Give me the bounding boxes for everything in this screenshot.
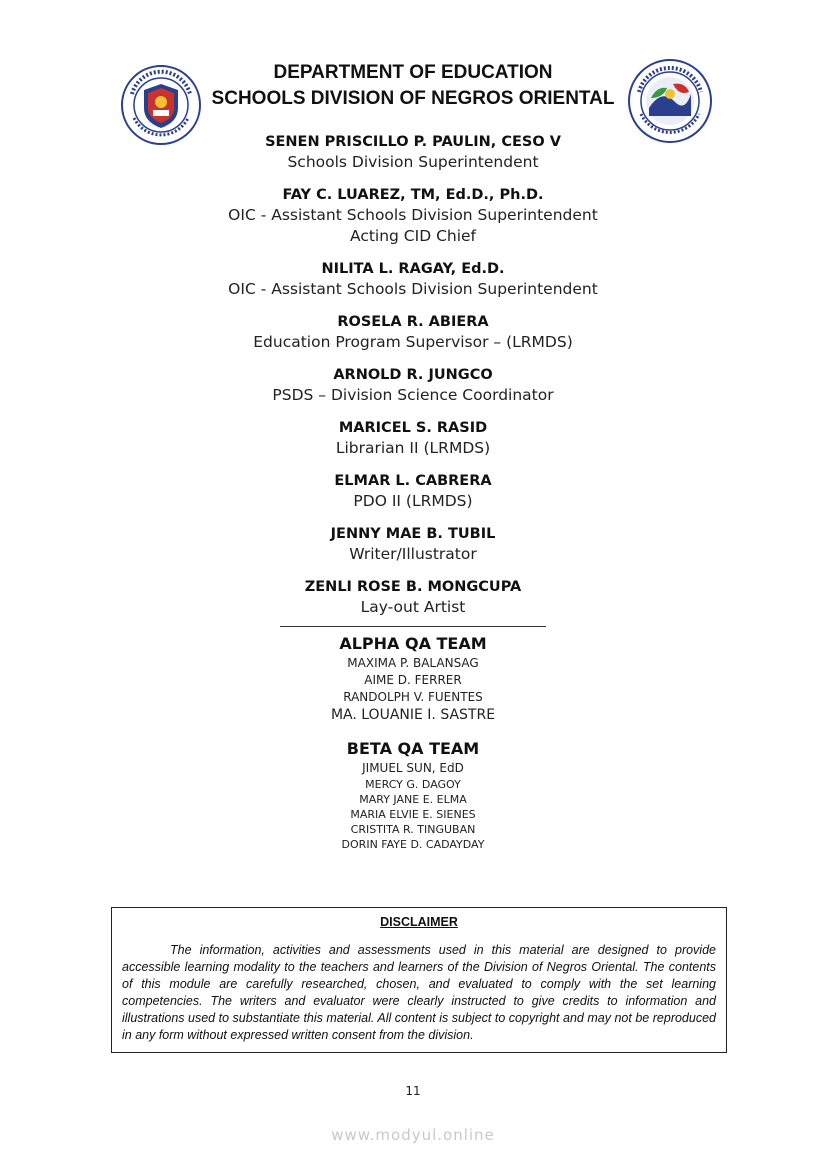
team-member: MARIA ELVIE E. SIENES [350, 808, 476, 821]
person-name: JENNY MAE B. TUBIL [330, 526, 496, 542]
person-role: PDO II (LRMDS) [353, 492, 473, 510]
team-title: BETA QA TEAM [346, 739, 480, 758]
person-entry [0, 577, 826, 618]
person-entry [0, 312, 826, 353]
team-member: MARY JANE E. ELMA [359, 793, 467, 806]
person-role: PSDS – Division Science Coordinator [272, 386, 554, 404]
team-member: MA. LOUANIE I. SASTRE [330, 707, 496, 723]
person-role: Librarian II (LRMDS) [335, 439, 491, 457]
disclaimer-title: DISCLAIMER [380, 915, 458, 929]
personnel-list [0, 132, 826, 866]
person-name: ROSELA R. ABIERA [337, 314, 489, 330]
person-name: MARICEL S. RASID [338, 420, 488, 436]
disclaimer-body: The information, activities and assessments used in this material are designed to provide accessible learning modality to the teachers and learners of the Division of Negros Oriental. The contents of this module are carefully researched, chosen, and evaluated to comply with the set learning competencies. The writers and evaluator were clearly instructed to give credits to information and illustrations used to substantiate this material. All content is subject to copyright and may not be reproduced in any form without expressed written consent from the division. [122, 943, 716, 1042]
person-name: ARNOLD R. JUNGCO [333, 367, 493, 383]
person-role: Lay-out Artist [360, 598, 466, 616]
person-name: ZENLI ROSE B. MONGCUPA [304, 579, 522, 595]
person-role: Acting CID Chief [349, 227, 477, 245]
person-entry [0, 132, 826, 173]
document-header [0, 60, 826, 112]
person-role: Schools Division Superintendent [287, 153, 539, 171]
disclaimer-box [111, 907, 727, 1053]
beta-qa-team [0, 738, 826, 852]
header-division: SCHOOLS DIVISION OF NEGROS ORIENTAL [211, 88, 615, 109]
person-name: ELMAR L. CABRERA [334, 473, 492, 489]
section-divider [280, 626, 546, 627]
alpha-qa-team [0, 633, 826, 724]
team-title: ALPHA QA TEAM [339, 634, 487, 653]
team-member: MAXIMA P. BALANSAG [347, 656, 479, 670]
team-member: AIME D. FERRER [364, 673, 462, 687]
person-name: FAY C. LUAREZ, TM, Ed.D., Ph.D. [282, 187, 544, 203]
team-member: RANDOLPH V. FUENTES [343, 690, 483, 704]
person-entry [0, 524, 826, 565]
team-member: DORIN FAYE D. CADAYDAY [341, 838, 485, 851]
page-number: 11 [405, 1084, 421, 1098]
person-role: OIC - Assistant Schools Division Superintendent [228, 280, 598, 298]
person-entry [0, 259, 826, 300]
person-name: NILITA L. RAGAY, Ed.D. [321, 261, 505, 277]
watermark: www.modyul.online [331, 1126, 495, 1144]
person-entry [0, 185, 826, 247]
person-role: Education Program Supervisor – (LRMDS) [253, 333, 573, 351]
header-department: DEPARTMENT OF EDUCATION [273, 62, 553, 83]
team-member: MERCY G. DAGOY [365, 778, 461, 791]
person-entry [0, 471, 826, 512]
person-entry [0, 365, 826, 406]
team-member: CRISTITA R. TINGUBAN [350, 823, 476, 836]
person-name: SENEN PRISCILLO P. PAULIN, CESO V [265, 134, 561, 150]
person-entry [0, 418, 826, 459]
person-role: OIC - Assistant Schools Division Superintendent [228, 206, 598, 224]
team-member: JIMUEL SUN, EdD [362, 761, 464, 775]
person-role: Writer/Illustrator [349, 545, 477, 563]
